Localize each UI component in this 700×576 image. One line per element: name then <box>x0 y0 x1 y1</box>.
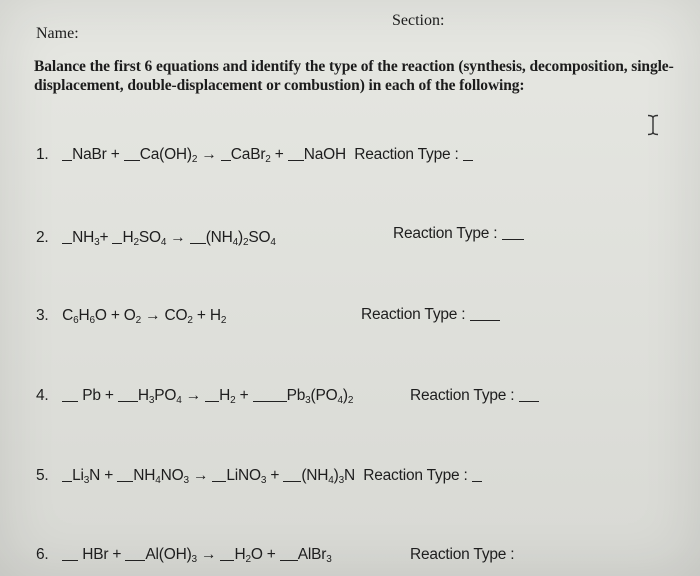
reaction-type-label: Reaction Type : <box>410 546 515 563</box>
coefficient-blank[interactable] <box>190 242 206 244</box>
coefficient-blank[interactable] <box>221 159 231 161</box>
reactant-2: $Al(OH)_3$ <box>145 546 197 565</box>
reaction-type-6 <box>410 546 514 564</box>
coefficient-blank[interactable] <box>280 559 298 561</box>
coefficient-blank[interactable] <box>62 159 72 161</box>
product-1: LiNO$_3$ <box>226 467 267 486</box>
reactant-1: Pb <box>82 387 101 404</box>
reactant-1: HBr <box>82 546 109 563</box>
reactant-2: $H_3PO_4$ <box>137 387 182 406</box>
reactant-2: $H_2SO_4$ <box>122 229 167 248</box>
coefficient-blank[interactable] <box>124 159 140 161</box>
coefficient-blank[interactable] <box>220 559 234 561</box>
instructions-outro: in each of the following: <box>364 77 525 94</box>
product-1: CaBr$_2$ <box>230 146 271 165</box>
coefficient-blank[interactable] <box>62 400 78 402</box>
equation-1: 1. NaBr + $Ca(OH)_2$ → CaBr$_2$ + NaOH Reaction Type : <box>36 146 473 164</box>
coefficient-blank[interactable] <box>205 400 219 402</box>
reactant-2: $NH_4NO_3$ <box>133 467 189 486</box>
equation-number: 6. <box>36 546 49 563</box>
reactant-2: $O_2$ <box>123 307 142 326</box>
product-1: $H_2$ <box>219 387 236 406</box>
reactant-1: $NH_3$ <box>72 229 100 248</box>
equation-number: 2. <box>36 229 49 246</box>
coefficient-blank[interactable] <box>112 242 122 244</box>
reactant-1: NaBr <box>72 146 107 163</box>
reaction-type-4 <box>410 387 539 405</box>
reactant-2: $Ca(OH)_2$ <box>139 146 198 165</box>
reaction-type-2 <box>393 225 524 243</box>
equation-number: 4. <box>36 387 49 404</box>
product-1: $CO_2$ <box>164 307 193 326</box>
coefficient-blank[interactable] <box>288 159 304 161</box>
coefficient-blank[interactable] <box>117 480 133 482</box>
reaction-type-blank[interactable] <box>502 238 524 240</box>
coefficient-blank[interactable] <box>283 480 301 482</box>
instructions-intro: Balance the first 6 equations and identify the type of the reaction <box>34 58 459 75</box>
reaction-type-blank[interactable] <box>463 159 473 161</box>
product-2: $H_2$ <box>209 307 227 326</box>
product-1: $H_2O$ <box>234 546 263 565</box>
reaction-type-label: Reaction Type : <box>410 387 515 404</box>
coefficient-blank[interactable] <box>125 559 145 561</box>
equation-number: 5. <box>36 467 49 484</box>
product-2: $(NH_4)_3N$ <box>301 467 355 486</box>
text-cursor-icon <box>646 114 660 136</box>
coefficient-blank[interactable] <box>62 242 72 244</box>
reaction-type-label: Reaction Type : <box>361 306 466 323</box>
instructions-reaction-types: (synthesis, decomposition, single-displacement, double-displacement or combustion) <box>34 58 674 94</box>
reaction-type-blank[interactable] <box>470 319 500 321</box>
reaction-type-blank[interactable] <box>519 400 539 402</box>
reaction-type-label: Reaction Type : <box>363 467 468 484</box>
coefficient-blank[interactable] <box>118 400 138 402</box>
equation-number: 1. <box>36 146 49 163</box>
equation-5: 5. $Li_3N + NH_4NO_3$ → LiNO$_3$ + $(NH_4)_3N$ Reaction Type : <box>36 467 482 485</box>
name-label: Name: <box>36 25 79 42</box>
reactant-1: $Li_3N$ <box>72 467 101 486</box>
product-2: AlBr$_3$ <box>297 546 332 565</box>
instructions <box>34 57 684 95</box>
equation-2: 2. $NH_3+ H_2SO_4 \to (NH_4)_2SO_4$ <box>36 229 276 248</box>
coefficient-blank[interactable] <box>62 480 72 482</box>
reaction-type-label: Reaction Type : <box>393 225 498 242</box>
equation-6: 6. HBr + $Al(OH)_3 \to H_2O$ + AlBr$_3$ <box>36 546 332 565</box>
product-2: NaOH <box>303 146 347 163</box>
coefficient-blank[interactable] <box>62 559 78 561</box>
equation-3: 3. $C_6H_6O + O_2 \to CO_2 + H_2$ <box>36 307 227 326</box>
reaction-type-label: Reaction Type : <box>354 146 459 163</box>
product-1: $(NH_4)_2SO_4$ <box>205 229 276 248</box>
coefficient-blank[interactable] <box>253 400 287 402</box>
product-2: $Pb_3(PO_4)_2$ <box>286 387 354 406</box>
equation-number: 3. <box>36 307 49 324</box>
section-label: Section: <box>392 12 445 29</box>
reactant-1: $C_6H_6O$ <box>62 307 107 326</box>
equation-4: 4. $Pb + H_3PO_4 \to H_2 + Pb_3(PO_4)_2$ <box>36 387 354 406</box>
reaction-type-3 <box>361 306 500 324</box>
reaction-type-blank[interactable] <box>472 480 482 482</box>
coefficient-blank[interactable] <box>212 480 226 482</box>
